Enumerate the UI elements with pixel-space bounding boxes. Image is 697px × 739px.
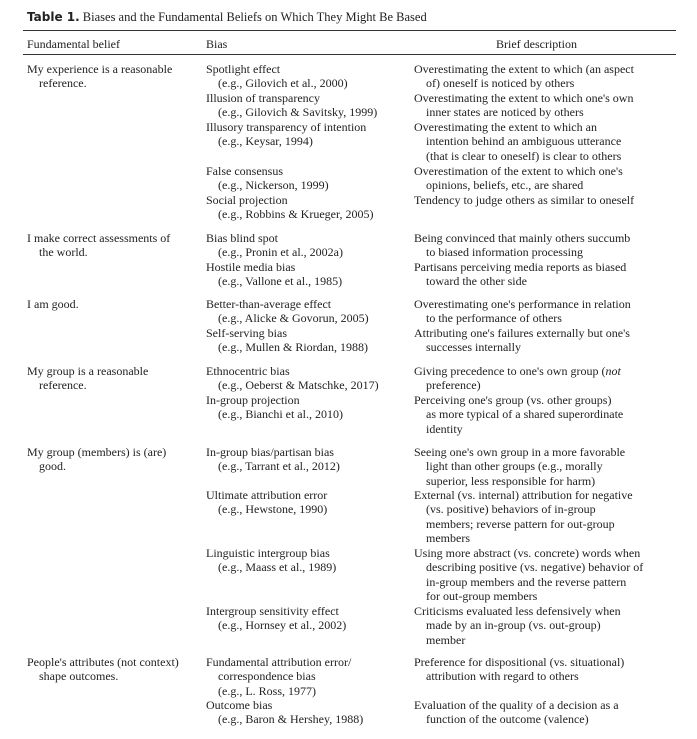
bias-cell bbox=[206, 488, 406, 517]
belief-cell bbox=[27, 297, 205, 311]
cell-text-line: Illusory transparency of intention bbox=[206, 120, 367, 134]
cell-text-line: of) oneself is noticed by others bbox=[426, 76, 575, 91]
cell-text-line: False consensus bbox=[206, 164, 283, 178]
bias-cell bbox=[206, 655, 406, 698]
cell-text-line: toward the other side bbox=[426, 274, 527, 289]
cell-text-line: Better-than-average effect bbox=[206, 297, 332, 311]
belief-cell bbox=[27, 445, 205, 474]
bias-cell bbox=[206, 546, 406, 575]
table-title: Biases and the Fundamental Beliefs on Which They Might Be Based bbox=[82, 10, 427, 24]
cell-text-line: Tendency to judge others as similar to oneself bbox=[414, 193, 635, 207]
cell-text-line: for out-group members bbox=[426, 589, 538, 604]
description-cell bbox=[414, 655, 676, 684]
cell-text-line: Ethnocentric bias bbox=[206, 364, 290, 378]
cell-text-line: members bbox=[426, 531, 470, 546]
bias-cell bbox=[206, 326, 406, 355]
cell-text-line: Hostile media bias bbox=[206, 260, 296, 274]
cell-text-line: as more typical of a shared superordinate bbox=[426, 407, 624, 422]
cell-text-line: (that is clear to oneself) is clear to others bbox=[426, 148, 622, 163]
cell-text-line: the world. bbox=[39, 245, 88, 260]
cell-text-line: (e.g., Bianchi et al., 2010) bbox=[218, 407, 343, 422]
description-cell bbox=[414, 488, 676, 546]
cell-text-line: (e.g., Gilovich & Savitsky, 1999) bbox=[218, 105, 378, 120]
cell-text-line: External (vs. internal) attribution for negative bbox=[414, 488, 633, 502]
description-cell bbox=[414, 445, 676, 488]
cell-text-line: (e.g., Oeberst & Matschke, 2017) bbox=[218, 378, 379, 393]
cell-text-line: (e.g., Nickerson, 1999) bbox=[218, 178, 329, 193]
table-label: Table 1. bbox=[27, 10, 80, 24]
cell-text-line: identity bbox=[426, 421, 463, 436]
cell-text-line: intention behind an ambiguous utterance bbox=[426, 134, 622, 149]
cell-text-line: In-group bias/partisan bias bbox=[206, 445, 334, 459]
belief-cell bbox=[27, 231, 205, 260]
cell-text-line: light than other groups (e.g., morally bbox=[426, 459, 603, 474]
cell-text-line: reference. bbox=[39, 378, 87, 393]
cell-text-line: inner states are noticed by others bbox=[426, 105, 584, 120]
description-cell bbox=[414, 231, 676, 260]
cell-text-line: (e.g., Maass et al., 1989) bbox=[218, 560, 337, 575]
description-cell bbox=[414, 546, 676, 604]
cell-text-line: Using more abstract (vs. concrete) words when bbox=[414, 546, 641, 560]
cell-text-line bbox=[414, 364, 676, 378]
cell-text-line: to the performance of others bbox=[426, 311, 562, 326]
cell-text-line: Illusion of transparency bbox=[206, 91, 320, 105]
description-cell bbox=[414, 393, 676, 436]
cell-text-line: My experience is a reasonable bbox=[27, 62, 173, 76]
cell-text-line: Fundamental attribution error/ bbox=[206, 655, 352, 669]
cell-text-line: superior, less responsible for harm) bbox=[426, 473, 596, 488]
bias-cell bbox=[206, 698, 406, 727]
cell-text-line: Overestimating the extent to which (an aspect bbox=[414, 62, 634, 76]
cell-text-line: members; reverse pattern for out-group bbox=[426, 516, 615, 531]
cell-text-line: Linguistic intergroup bias bbox=[206, 546, 330, 560]
cell-text-line: Bias blind spot bbox=[206, 231, 279, 245]
cell-text-line: shape outcomes. bbox=[39, 669, 119, 684]
header-bias: Bias bbox=[206, 37, 228, 51]
cell-text-line: Criticisms evaluated less defensively when bbox=[414, 604, 621, 618]
bias-cell bbox=[206, 604, 406, 633]
description-cell bbox=[414, 297, 676, 326]
bias-cell bbox=[206, 120, 406, 149]
belief-cell bbox=[27, 655, 205, 684]
description-cell bbox=[414, 62, 676, 91]
cell-text-line: correspondence bias bbox=[218, 669, 316, 684]
cell-text-line: (e.g., Baron & Hershey, 1988) bbox=[218, 712, 364, 727]
description-cell bbox=[414, 164, 676, 193]
cell-text-line: Overestimating the extent to which one's own bbox=[414, 91, 634, 105]
cell-text-line: People's attributes (not context) bbox=[27, 655, 179, 669]
description-cell bbox=[414, 364, 676, 393]
cell-text-line: (e.g., Alicke & Govorun, 2005) bbox=[218, 311, 369, 326]
cell-text-line: Preference for dispositional (vs. situational) bbox=[414, 655, 625, 669]
belief-cell bbox=[27, 364, 205, 393]
cell-text-line: function of the outcome (valence) bbox=[426, 712, 589, 727]
cell-text-line: (vs. positive) behaviors of in-group bbox=[426, 502, 596, 517]
cell-text-line: opinions, beliefs, etc., are shared bbox=[426, 178, 584, 193]
cell-text-line: successes internally bbox=[426, 340, 521, 355]
cell-text-line: to biased information processing bbox=[426, 245, 583, 260]
cell-text-line: Evaluation of the quality of a decision as a bbox=[414, 698, 619, 712]
cell-text-line: I am good. bbox=[27, 297, 79, 311]
cell-text-line: attribution with regard to others bbox=[426, 669, 579, 684]
cell-text-line: Intergroup sensitivity effect bbox=[206, 604, 339, 618]
bias-cell bbox=[206, 91, 406, 120]
cell-text-line: Overestimating one's performance in relation bbox=[414, 297, 631, 311]
description-cell bbox=[414, 120, 676, 163]
cell-text-line: good. bbox=[39, 459, 66, 474]
bias-cell bbox=[206, 260, 406, 289]
cell-text-line: Being convinced that mainly others succumb bbox=[414, 231, 631, 245]
cell-text-line: Self-serving bias bbox=[206, 326, 287, 340]
cell-text-line: preference) bbox=[426, 378, 481, 393]
cell-text-line: Overestimation of the extent to which one's bbox=[414, 164, 623, 178]
cell-text-line: Spotlight effect bbox=[206, 62, 281, 76]
description-cell bbox=[414, 193, 676, 207]
cell-text-line: Seeing one's own group in a more favorable bbox=[414, 445, 626, 459]
description-cell bbox=[414, 698, 676, 727]
cell-text-line: Ultimate attribution error bbox=[206, 488, 328, 502]
bias-cell bbox=[206, 393, 406, 422]
cell-text-line: (e.g., Vallone et al., 1985) bbox=[218, 274, 343, 289]
cell-text-line: My group (members) is (are) bbox=[27, 445, 167, 459]
cell-text-line: Social projection bbox=[206, 193, 288, 207]
bias-cell bbox=[206, 193, 406, 222]
cell-text-line: (e.g., Mullen & Riordan, 1988) bbox=[218, 340, 368, 355]
cell-text-line: (e.g., Tarrant et al., 2012) bbox=[218, 459, 340, 474]
cell-text-line: (e.g., Keysar, 1994) bbox=[218, 134, 313, 149]
description-cell bbox=[414, 326, 676, 355]
cell-text-line: Perceiving one's group (vs. other groups) bbox=[414, 393, 612, 407]
description-cell bbox=[414, 604, 676, 647]
cell-text-line: Outcome bias bbox=[206, 698, 273, 712]
header-belief: Fundamental belief bbox=[27, 37, 120, 51]
bias-cell bbox=[206, 364, 406, 393]
cell-text-line: made by an in-group (vs. out-group) bbox=[426, 618, 601, 633]
cell-text-line: (e.g., Gilovich et al., 2000) bbox=[218, 76, 348, 91]
cell-text-line: (e.g., Robbins & Krueger, 2005) bbox=[218, 207, 374, 222]
cell-text-line: Partisans perceiving media reports as biased bbox=[414, 260, 627, 274]
cell-text-line: in-group members and the reverse pattern bbox=[426, 574, 627, 589]
bias-cell bbox=[206, 62, 406, 91]
table-caption bbox=[27, 10, 427, 25]
bias-cell bbox=[206, 164, 406, 193]
cell-text-line: I make correct assessments of bbox=[27, 231, 171, 245]
bias-cell bbox=[206, 445, 406, 474]
header-rule bbox=[23, 54, 676, 55]
belief-cell bbox=[27, 62, 205, 91]
cell-text-line: (e.g., Hewstone, 1990) bbox=[218, 502, 328, 517]
description-cell bbox=[414, 260, 676, 289]
cell-text-line: describing positive (vs. negative) behavior of bbox=[426, 560, 644, 575]
cell-text-line: member bbox=[426, 632, 466, 647]
cell-text-line: (e.g., Pronin et al., 2002a) bbox=[218, 245, 343, 260]
bias-cell bbox=[206, 297, 406, 326]
header-description: Brief description bbox=[496, 37, 577, 51]
cell-text-line: My group is a reasonable bbox=[27, 364, 149, 378]
cell-text-line: (e.g., L. Ross, 1977) bbox=[218, 683, 316, 698]
cell-text-line: Giving precedence to one's own group ( bbox=[414, 364, 606, 378]
cell-text-line: Attributing one's failures externally but one's bbox=[414, 326, 630, 340]
top-rule bbox=[23, 30, 676, 31]
cell-text-line: Overestimating the extent to which an bbox=[414, 120, 597, 134]
cell-text-line: (e.g., Hornsey et al., 2002) bbox=[218, 618, 347, 633]
cell-text-line: not bbox=[605, 364, 621, 378]
bias-cell bbox=[206, 231, 406, 260]
cell-text-line: In-group projection bbox=[206, 393, 300, 407]
cell-text-line: reference. bbox=[39, 76, 87, 91]
description-cell bbox=[414, 91, 676, 120]
